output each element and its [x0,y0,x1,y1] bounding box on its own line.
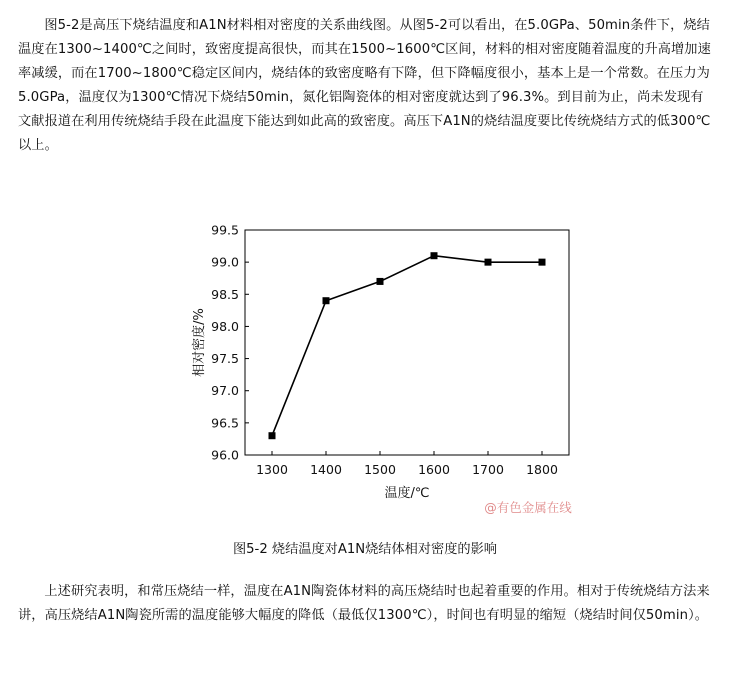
paragraph-intro: 图5-2是高压下烧结温度和A1N材料相对密度的关系曲线图。从图5-2可以看出，在5.0GPa、50min条件下，烧结温度在1300~1400℃之间时，致密度提高很快，而其在1500~1600℃区间，材料的相对密度随着温度的升高增加速率减缓，而在1700~1800℃稳定区间内，烧结体的致密度略有下降，但下降幅度很小，基本上是一个常数。在压力为5.0GPa，温度仅为1300℃情况下烧结50min，氮化铝陶瓷体的相对密度就达到了96.3%。到目前为止，尚未发现有文献报道在利用传统烧结手段在此温度下能达到如此高的致密度。高压下A1N的烧结温度要比传统烧结方式的低300℃以上。 [18,18,711,153]
y-tick-label: 99.0 [211,254,239,270]
y-tick-label: 98.5 [211,286,239,302]
x-tick-label: 1700 [472,462,504,477]
y-tick-label: 96.0 [211,447,239,463]
data-point [485,259,492,266]
y-tick-label: 96.5 [211,415,239,431]
line-chart [0,210,730,530]
series-line [272,256,542,436]
x-tick-label: 1500 [364,462,396,477]
y-tick-label: 97.0 [211,383,239,399]
paragraph-conclusion: 上述研究表明，和常压烧结一样，温度在A1N陶瓷体材料的高压烧结时也起着重要的作用。相对于传统烧结方法来讲，高压烧结A1N陶瓷所需的温度能够大幅度的降低（最低仅1300℃），时间也有明显的缩短（烧结时间仅50min）。 [18,584,710,623]
data-point [431,252,438,259]
data-point [323,297,330,304]
x-tick-label: 1800 [526,462,558,477]
plot-frame [245,230,569,455]
plot-area [191,223,572,516]
watermark: @有色金属在线 [484,500,572,515]
data-point [269,432,276,439]
y-tick-label: 99.5 [211,222,239,238]
figure-caption: 图5-2 烧结温度对A1N烧结体相对密度的影响 [232,542,497,557]
y-tick-label: 97.5 [211,351,239,367]
data-point [539,259,546,266]
x-axis-label: 温度/℃ [384,486,430,501]
x-tick-label: 1400 [310,462,342,477]
x-tick-label: 1300 [256,462,288,477]
y-axis-label: 相对密度/% [192,308,207,377]
x-tick-label: 1600 [418,462,450,477]
y-tick-label: 98.0 [211,318,239,334]
data-point [377,278,384,285]
